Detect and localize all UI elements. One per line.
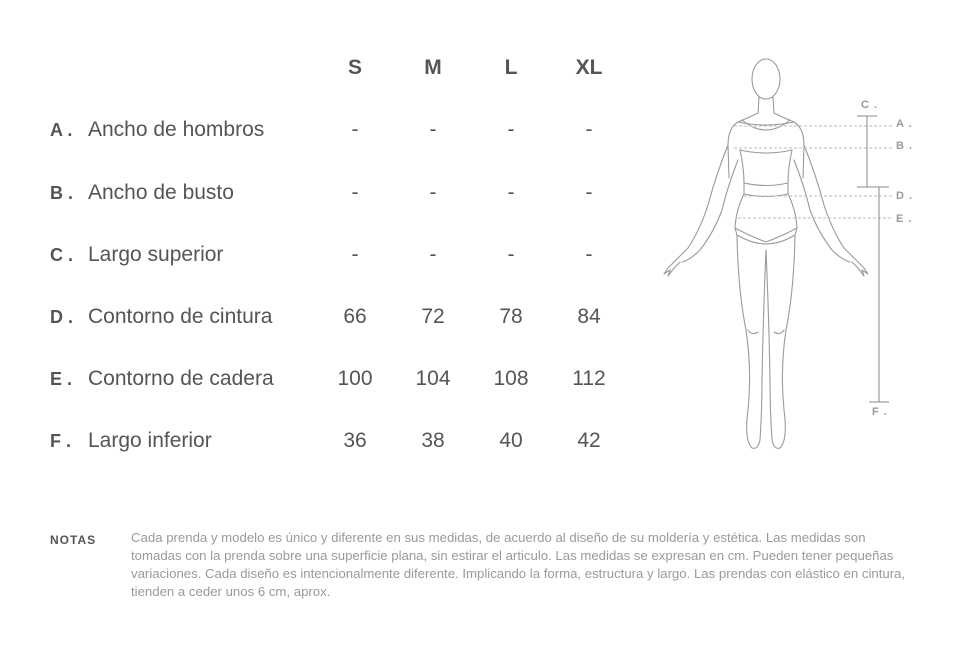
row-label: Largo inferior bbox=[88, 429, 212, 452]
size-header-m: M bbox=[424, 56, 442, 79]
table-row bbox=[0, 173, 640, 213]
table-cell: - bbox=[351, 243, 359, 266]
marker-label-b: B . bbox=[896, 140, 914, 152]
row-letter: C . bbox=[50, 245, 74, 265]
table-cell: - bbox=[507, 181, 515, 204]
table-cell: - bbox=[507, 243, 515, 266]
row-letter: B . bbox=[50, 183, 74, 203]
table-cell: - bbox=[351, 181, 359, 204]
table-row bbox=[0, 110, 640, 150]
table-cell: 84 bbox=[577, 305, 601, 328]
row-letter: E . bbox=[50, 369, 73, 389]
table-cell: 36 bbox=[343, 429, 367, 452]
table-row bbox=[0, 359, 640, 399]
table-cell: 100 bbox=[337, 367, 373, 390]
mannequin-figure bbox=[640, 40, 940, 470]
table-cell: - bbox=[585, 181, 593, 204]
measurement-lines bbox=[734, 126, 892, 218]
body-outline bbox=[664, 59, 868, 448]
size-header-s: S bbox=[347, 56, 362, 79]
row-label: Contorno de cintura bbox=[88, 305, 273, 328]
row-letter: A . bbox=[50, 120, 73, 140]
table-cell: - bbox=[429, 181, 437, 204]
marker-label-e: E . bbox=[896, 213, 913, 225]
table-cell: 40 bbox=[499, 429, 523, 452]
size-header-l: L bbox=[504, 56, 518, 79]
table-cell: - bbox=[351, 118, 359, 141]
row-label: Ancho de busto bbox=[88, 181, 234, 204]
table-cell: 112 bbox=[572, 367, 606, 390]
table-row bbox=[0, 421, 640, 461]
table-cell: 108 bbox=[493, 367, 529, 390]
table-cell: - bbox=[429, 118, 437, 141]
table-cell: 104 bbox=[415, 367, 451, 390]
table-cell: 78 bbox=[499, 305, 523, 328]
row-label: Largo superior bbox=[88, 243, 224, 266]
size-header-xl: XL bbox=[575, 56, 603, 79]
table-cell: 66 bbox=[343, 305, 367, 328]
marker-label-f: F . bbox=[872, 406, 888, 418]
notes-text: Cada prenda y modelo es único y diferente en sus medidas, de acuerdo al diseño de su moldería y estética. Las medidas son tomadas con la prenda sobre una superficie plana, sin estirar el articulo. Las medidas se expresan en cm. Pueden tener pequeñas variaciones. Cada diseño es intencionalmente diferente. Implicando la forma, estructura y largo. Las prendas con elástico en cintura, tienden a ceder unos 6 cm, aprox. bbox=[131, 530, 906, 599]
marker-label-d: D . bbox=[896, 190, 914, 202]
row-label: Contorno de cadera bbox=[88, 367, 274, 390]
table-cell: 38 bbox=[421, 429, 445, 452]
vertical-measures bbox=[857, 116, 889, 402]
marker-label-c: C . bbox=[861, 99, 879, 111]
marker-label-a: A . bbox=[896, 118, 913, 130]
table-cell: - bbox=[585, 243, 593, 266]
row-letter: D . bbox=[50, 307, 74, 327]
table-cell: 42 bbox=[577, 429, 601, 452]
notes-label: NOTAS bbox=[50, 533, 97, 547]
table-cell: - bbox=[585, 118, 593, 141]
row-label: Ancho de hombros bbox=[88, 118, 265, 141]
table-cell: 72 bbox=[421, 305, 445, 328]
table-cell: - bbox=[429, 243, 437, 266]
table-row bbox=[0, 235, 640, 275]
row-letter: F . bbox=[50, 431, 71, 451]
table-cell: - bbox=[507, 118, 515, 141]
table-row bbox=[0, 297, 640, 337]
